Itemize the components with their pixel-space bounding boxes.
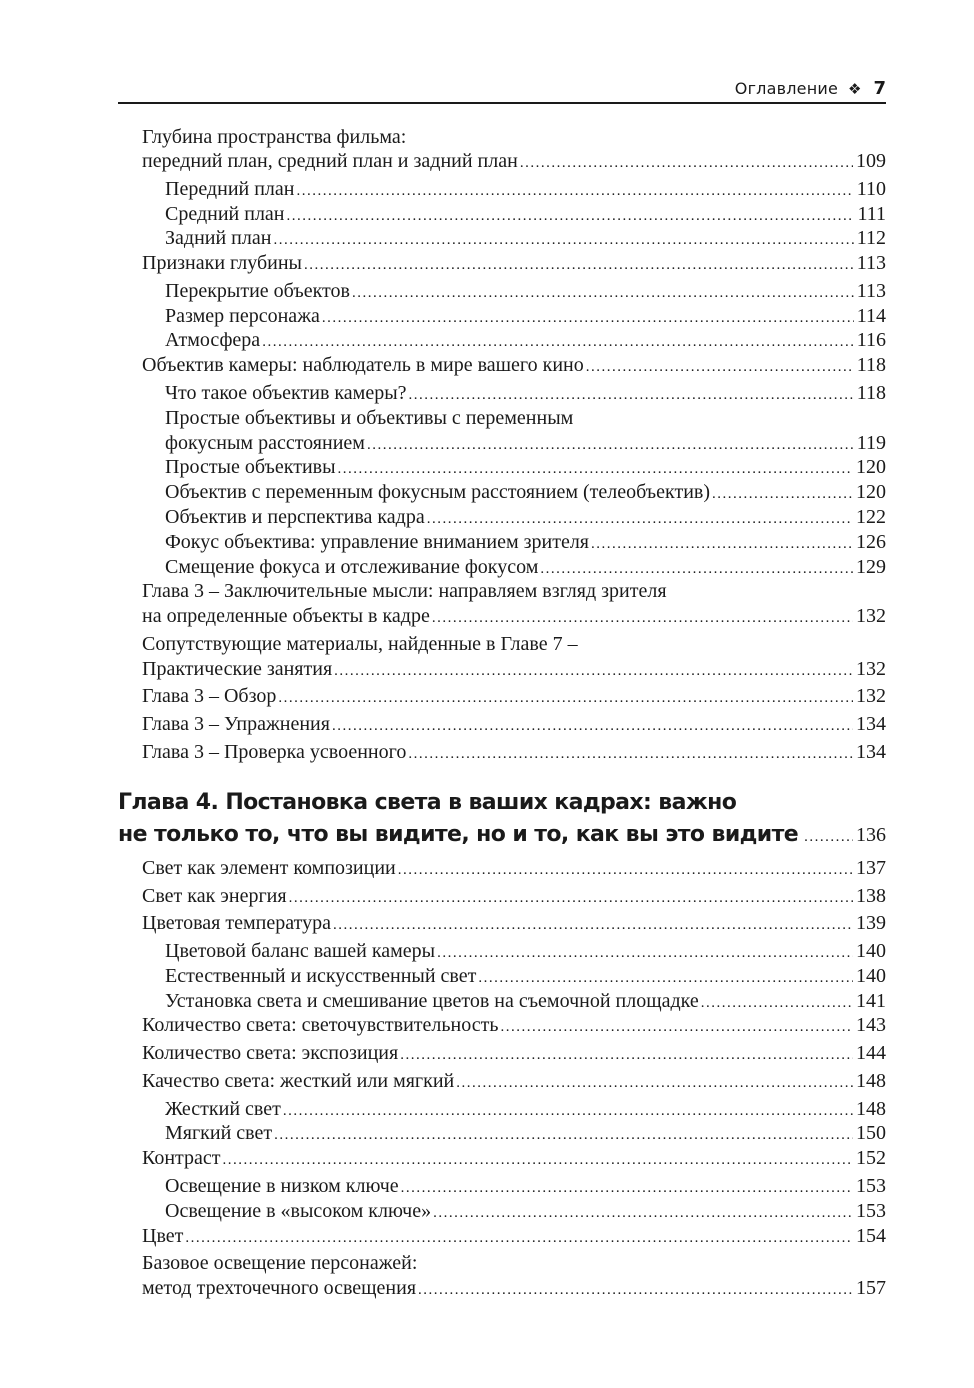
toc-entry-page: 132: [856, 605, 886, 627]
toc-entry-title: Цвет: [142, 1225, 184, 1247]
toc-entry-title: метод трехточечного освещения: [142, 1277, 417, 1299]
toc-entry-page: 120: [856, 456, 886, 478]
toc-entry-page: 140: [856, 940, 886, 962]
leader-dots: [262, 330, 854, 354]
leader-dots: [540, 557, 853, 581]
toc-entry-page: 152: [856, 1147, 886, 1169]
toc-entry-text: Глубина пространства фильма:: [142, 126, 407, 148]
toc-entry[interactable]: [165, 480, 886, 506]
leader-dots: [273, 228, 853, 252]
toc-entry[interactable]: [165, 279, 886, 305]
toc-entry[interactable]: [165, 1174, 886, 1200]
leader-dots: [427, 507, 853, 531]
chapter-heading-line1: Глава 4. Постановка света в ваших кадрах: важно: [118, 790, 737, 815]
toc-entry-page: 134: [856, 741, 886, 763]
toc-entry-title: Освещение в низком ключе: [165, 1175, 399, 1197]
leader-dots: [712, 482, 853, 506]
toc-entry[interactable]: [142, 1041, 886, 1067]
toc-entry[interactable]: [142, 712, 886, 738]
toc-entry-page: 126: [856, 531, 886, 553]
toc-entry[interactable]: [142, 657, 886, 683]
toc-entry-title: фокусным расстоянием: [165, 432, 365, 454]
toc-entry-page: 148: [856, 1098, 886, 1120]
toc-entry[interactable]: [165, 964, 886, 990]
leader-dots: [701, 991, 853, 1015]
leader-dots: [352, 281, 854, 305]
toc-entry-text: Базовое освещение персонажей:: [142, 1252, 418, 1274]
toc-entry-page: 141: [856, 990, 886, 1012]
toc-entry[interactable]: [165, 226, 886, 252]
toc-entry-page: 144: [856, 1042, 886, 1064]
toc-entry-page: 139: [856, 912, 886, 934]
toc-entry-title: Свет как элемент композиции: [142, 857, 396, 879]
toc-entry-page: 116: [856, 329, 886, 351]
leader-dots: [409, 383, 854, 407]
toc-entry-page: 118: [856, 354, 886, 376]
toc-entry-page: 153: [856, 1175, 886, 1197]
toc-entry-page: 153: [856, 1200, 886, 1222]
toc-entry-title: Перекрытие объектов: [165, 280, 350, 302]
toc-entry-page: 111: [857, 203, 886, 225]
toc-entry[interactable]: [165, 304, 886, 330]
leader-dots: [500, 1015, 853, 1039]
ornament-icon: ❖: [848, 79, 862, 98]
toc-entry-title: Признаки глубины: [142, 252, 302, 274]
toc-entry-page: 112: [856, 227, 886, 249]
toc-entry[interactable]: [142, 1224, 886, 1250]
leader-dots: [274, 1123, 853, 1147]
leader-dots: [278, 686, 853, 710]
leader-dots: [304, 253, 854, 277]
toc-entry-page: 113: [856, 252, 886, 274]
toc-entry-title: Смещение фокуса и отслеживание фокусом: [165, 556, 539, 578]
chapter-heading-line2: не только то, что вы видите, но и то, как вы это видите: [118, 822, 799, 847]
running-header: [118, 76, 886, 104]
leader-dots: [338, 457, 853, 481]
toc-entry[interactable]: [165, 177, 886, 203]
toc-entry-page: 109: [856, 150, 886, 172]
leader-dots: [408, 742, 853, 766]
toc-entry[interactable]: [165, 939, 886, 965]
toc-entry-text: Простые объективы и объективы с переменным: [165, 407, 574, 429]
leader-dots: [804, 822, 853, 852]
toc-entry[interactable]: [142, 1069, 886, 1095]
toc-entry-title: Количество света: светочувствительность: [142, 1014, 499, 1036]
leader-dots: [401, 1176, 853, 1200]
toc-entry[interactable]: [142, 604, 886, 630]
leader-dots: [418, 1278, 853, 1302]
toc-entry-title: Установка света и смешивание цветов на съемочной площадке: [165, 990, 699, 1012]
toc-entry-page: 122: [856, 506, 886, 528]
toc-entry[interactable]: [165, 1199, 886, 1225]
leader-dots: [185, 1226, 853, 1250]
leader-dots: [289, 886, 853, 910]
toc-entry[interactable]: [142, 149, 886, 175]
toc-entry[interactable]: [142, 1276, 886, 1302]
leader-dots: [296, 179, 853, 203]
toc-entry-page: 113: [856, 280, 886, 302]
leader-dots: [367, 433, 854, 457]
toc-entry-title: Жесткий свет: [165, 1098, 281, 1120]
toc-entry-title: Что такое объектив камеры?: [165, 382, 407, 404]
toc-entry-text: Сопутствующие материалы, найденные в Главе 7 –: [142, 633, 578, 655]
chapter-page-number: 136: [856, 824, 886, 846]
leader-dots: [478, 966, 853, 990]
toc-entry-title: Практические занятия: [142, 658, 333, 680]
leader-dots: [287, 204, 855, 228]
toc-entry-title: Свет как энергия: [142, 885, 287, 907]
leader-dots: [456, 1071, 853, 1095]
header-wrap: [735, 78, 886, 99]
leader-dots: [586, 355, 854, 379]
toc-entry[interactable]: [142, 1146, 886, 1172]
toc-entry[interactable]: [165, 989, 886, 1015]
toc-entry-page: 129: [856, 556, 886, 578]
toc-entry[interactable]: [142, 684, 886, 710]
toc-entry-page: 114: [856, 305, 886, 327]
leader-dots: [283, 1099, 853, 1123]
toc-entry-title: Фокус объектива: управление вниманием зрителя: [165, 531, 590, 553]
toc-entry-title: Глава 3 – Обзор: [142, 685, 277, 707]
toc-entry-title: на определенные объекты в кадре: [142, 605, 430, 627]
toc-entry-title: Объектив и перспектива кадра: [165, 506, 425, 528]
toc-entry-title: Размер персонажа: [165, 305, 320, 327]
leader-dots: [432, 606, 853, 630]
toc-entry[interactable]: [165, 505, 886, 531]
toc-entry[interactable]: [165, 381, 886, 407]
toc-entry-page: 148: [856, 1070, 886, 1092]
toc-entry-page: 157: [856, 1277, 886, 1299]
toc-entry-title: Простые объективы: [165, 456, 336, 478]
toc-entry-title: Средний план: [165, 203, 285, 225]
toc-entry[interactable]: [165, 1121, 886, 1147]
toc-entry-title: Естественный и искусственный свет: [165, 965, 477, 987]
toc-entry-page: 138: [856, 885, 886, 907]
leader-dots: [398, 858, 853, 882]
toc-entry-page: 119: [856, 432, 886, 454]
toc-entry-title: Глава 3 – Проверка усвоенного: [142, 741, 407, 763]
leader-dots: [520, 151, 853, 175]
toc-entry-title: Качество света: жесткий или мягкий: [142, 1070, 455, 1092]
toc-entry[interactable]: [165, 431, 886, 457]
toc-entry[interactable]: [165, 530, 886, 556]
toc-entry[interactable]: [165, 455, 886, 481]
toc-entry-page: 154: [856, 1225, 886, 1247]
chapter-heading-entry[interactable]: [118, 820, 886, 852]
leader-dots: [591, 532, 853, 556]
leader-dots: [433, 1201, 853, 1225]
toc-entry[interactable]: [142, 1013, 886, 1039]
toc-entry-page: 132: [856, 658, 886, 680]
header-page-number: 7: [873, 78, 886, 99]
toc-entry[interactable]: [165, 202, 886, 228]
toc-entry-page: 140: [856, 965, 886, 987]
toc-entry-title: Передний план: [165, 178, 295, 200]
toc-entry-page: 143: [856, 1014, 886, 1036]
toc-entry[interactable]: [142, 353, 886, 379]
leader-dots: [332, 714, 853, 738]
leader-dots: [333, 913, 853, 937]
leader-dots: [437, 941, 853, 965]
toc-entry[interactable]: [142, 884, 886, 910]
toc-entry[interactable]: [142, 856, 886, 882]
toc-entry-title: Цветовой баланс вашей камеры: [165, 940, 436, 962]
header-title: Оглавление: [734, 79, 839, 98]
toc-entry-title: Количество света: экспозиция: [142, 1042, 399, 1064]
toc-entry-page: 110: [856, 178, 886, 200]
toc-entry[interactable]: [142, 740, 886, 766]
toc-entry[interactable]: [142, 251, 886, 277]
toc-entry-page: 120: [856, 481, 886, 503]
toc-entry[interactable]: [142, 911, 886, 937]
toc-entry-title: Мягкий свет: [165, 1122, 273, 1144]
toc-entry-title: Объектив с переменным фокусным расстоянием (телеобъектив): [165, 481, 711, 503]
toc-entry-page: 150: [856, 1122, 886, 1144]
toc-entry-title: Контраст: [142, 1147, 221, 1169]
toc-entry[interactable]: [165, 555, 886, 581]
toc-entry-page: 134: [856, 713, 886, 735]
toc-entry[interactable]: [165, 1097, 886, 1123]
toc-entry-title: Цветовая температура: [142, 912, 331, 934]
toc-entry-title: передний план, средний план и задний план: [142, 150, 518, 172]
toc-entry-page: 118: [856, 382, 886, 404]
toc-entry[interactable]: [165, 328, 886, 354]
toc-entry-title: Освещение в «высоком ключе»: [165, 1200, 432, 1222]
toc-entry-title: Объектив камеры: наблюдатель в мире вашего кино: [142, 354, 584, 376]
leader-dots: [223, 1148, 853, 1172]
toc-entry-title: Задний план: [165, 227, 272, 249]
toc-entry-page: 137: [856, 857, 886, 879]
toc-entry-title: Атмосфера: [165, 329, 261, 351]
leader-dots: [322, 306, 854, 330]
leader-dots: [334, 659, 853, 683]
toc-entry-page: 132: [856, 685, 886, 707]
toc-entry-text: Глава 3 – Заключительные мысли: направляем взгляд зрителя: [142, 580, 667, 602]
leader-dots: [400, 1043, 853, 1067]
toc-entry-title: Глава 3 – Упражнения: [142, 713, 330, 735]
